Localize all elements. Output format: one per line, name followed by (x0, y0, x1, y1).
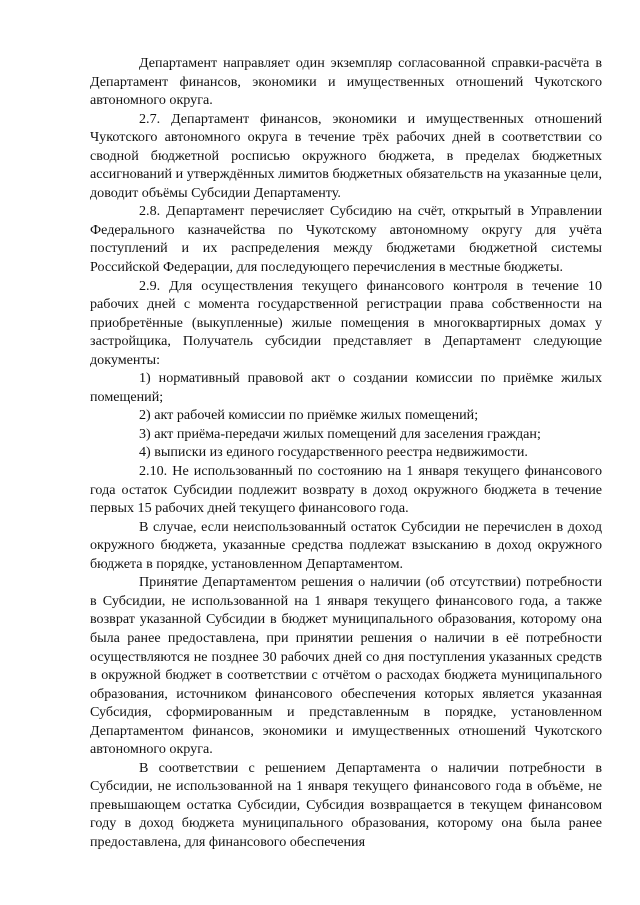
list-item-3: 3) акт приёма-передачи жилых помещений для заселения граждан; (139, 425, 541, 442)
document-page (90, 54, 602, 852)
paragraph-2-7: 2.7. Департамент финансов, экономики и имущественных отношений Чукотского автономного округа в течение трёх рабочих дней в соответствии со сводной бюджетной росписью окружного бюджета, в пределах бюджетных ассигнований и утверждённых лимитов бюджетных обязательств на указанные цели, доводит объёмы Субсидии Департаменту. (90, 110, 602, 201)
paragraph-2-9: 2.9. Для осуществления текущего финансового контроля в течение 10 рабочих дней с момента государственной регистрации права собственности на приобретённые (выкупленные) жилые помещения в многоквартирных домах у застройщика, Получатель субсидии представляет в Департамент следующие документы: (90, 277, 602, 368)
paragraph-decision: Принятие Департаментом решения о наличии (об отсутствии) потребности в Субсидии, не использованной на 1 января текущего финансового года, а также возврат указанной Субсидии в бюджет муниципального образования, которому она была ранее предоставлена, при принятии решения о наличии в её потребности осуществляются не позднее 30 рабочих дней со дня поступления указанных средств в окружной бюджет в соответствии с отчётом о расходах бюджета муниципального образования, источником финансового обеспечения которых является указанная Субсидия, сформированным и представленным в порядке, установленном Департаментом финансов, экономики и имущественных отношений Чукотского автономного округа. (90, 574, 602, 758)
paragraph-2-8: 2.8. Департамент перечисляет Субсидию на счёт, открытый в Управлении Федерального казначейства по Чукотскому автономному округу для учёта поступлений и их распределения между бюджетами бюджетной системы Российской Федерации, для последующего перечисления в местные бюджеты. (90, 203, 602, 276)
list-item-1: 1) нормативный правовой акт о создании комиссии по приёмке жилых помещений; (90, 370, 602, 405)
list-item-2: 2) акт рабочей комиссии по приёмке жилых помещений; (139, 407, 479, 424)
paragraph-2-10: 2.10. Не использованный по состоянию на 1 января текущего финансового года остаток Субсидии подлежит возврату в доход окружного бюджета в течение первых 15 рабочих дней текущего финансового года. (90, 463, 602, 517)
paragraph-intro: Департамент направляет один экземпляр согласованной справки-расчёта в Департамент финансов, экономики и имущественных отношений Чукотского автономного округа. (90, 55, 602, 109)
list-item-4: 4) выписки из единого государственного реестра недвижимости. (139, 444, 528, 461)
paragraph-unused-balance: В случае, если неиспользованный остаток Субсидии не перечислен в доход окружного бюджета, указанные средства подлежат взысканию в доход окружного бюджета в порядке, установленном Департаментом. (90, 518, 602, 572)
paragraph-return: В соответствии с решением Департамента о наличии потребности в Субсидии, не использованной на 1 января текущего финансового года в объёме, не превышающем остатка Субсидии, Субсидия возвращается в текущем финансовом году в доход бюджета муниципального образования, которому она была ранее предоставлена, для финансового обеспечения (90, 759, 602, 850)
